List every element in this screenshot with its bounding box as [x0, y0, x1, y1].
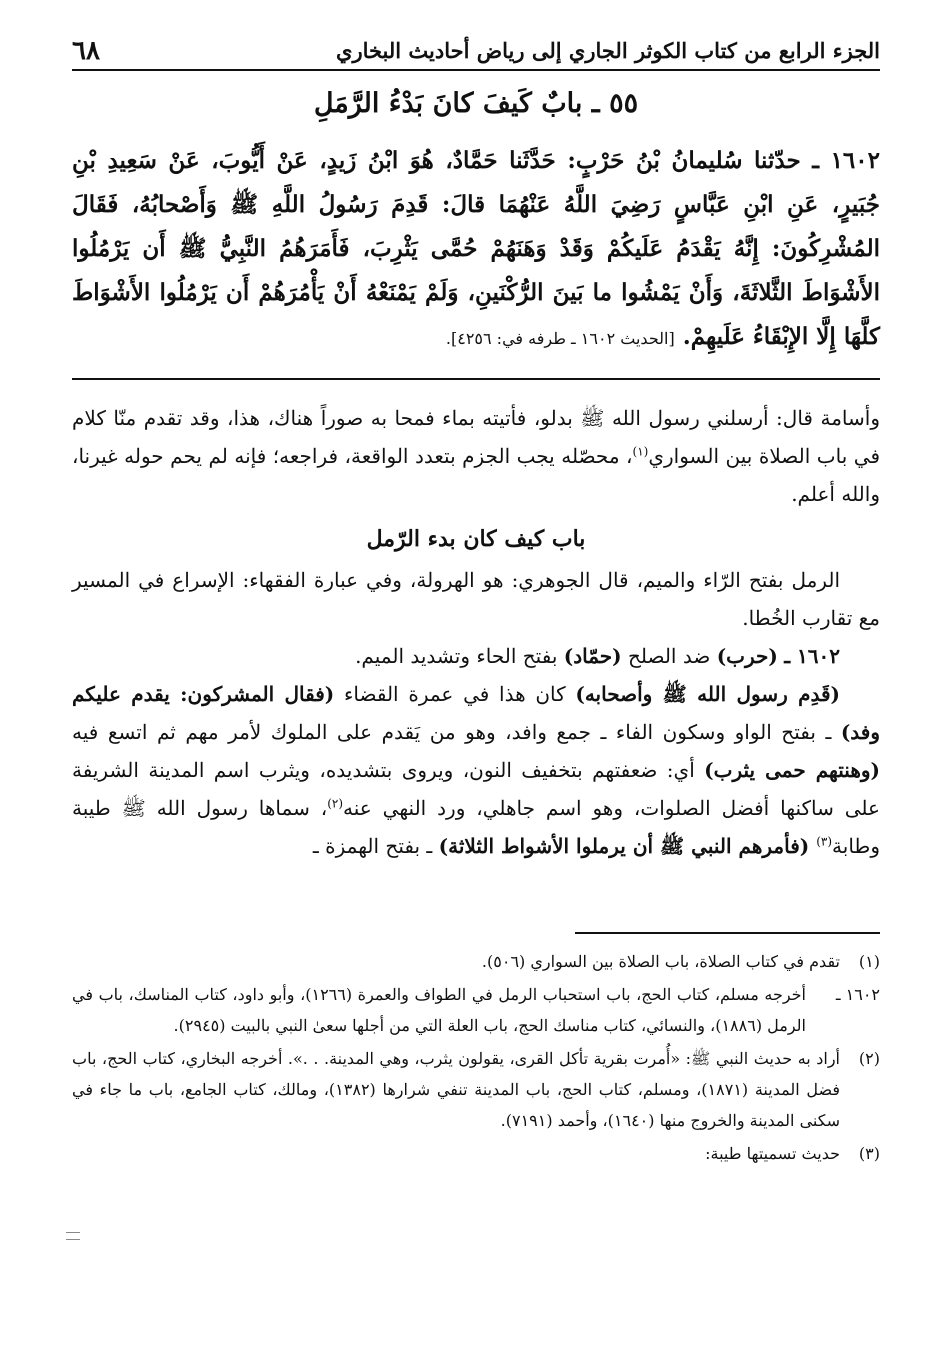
footnote-ref-2: (٢): [327, 796, 344, 811]
footnote-text: حديث تسميتها طيبة:: [705, 1144, 840, 1163]
commentary-paragraph: ١٦٠٢ ـ (حرب) ضد الصلح (حمّاد) بفتح الحاء وتشديد الميم.: [355, 644, 840, 668]
section-separator: [72, 378, 880, 380]
footnote-number: ١٦٠٢ ـ: [835, 985, 880, 1004]
footnote: [72, 1138, 880, 1169]
footnote-number: (٢): [858, 1049, 880, 1068]
footnote-ref-1: (١): [632, 444, 649, 459]
commentary-paragraph: (قَدِم رسول الله ﷺ وأصحابه) كان هذا في عمرة القضاء (فقال المشركون: يقدم عليكم وفد) ـ بفتح الواو وسكون الفاء ـ جمع وافد، وهو من يَقدم على الملوك لأمر مهم ثم اتسع فيه (وهنتهم حمى يثرب) أي: ضعفتهم بتخفيف النون، ويروى بتشديده، ويثرب اسم المدينة الشريفة على ساكنها أفضل الصلوات، وهو اسم جاهلي، ورد النهي عنه$^{(٢)}$، سماها رسول الله ﷺ طيبة وطابة$^{(٣)}$ (فأمرهم النبي ﷺ أن يرملوا الأشواط الثلاثة) ـ بفتح الهمزة ـ: [72, 682, 881, 858]
footnote-number: (٣): [858, 1144, 880, 1163]
footnote-text: أراد به حديث النبي ﷺ: «أُمرت بقرية تأكل القرى، يقولون يثرب، وهي المدينة. . .». أخرجه البخاري، كتاب الحج، باب فضل المدينة (١٨٧١)، ومسلم، كتاب الحج، باب المدينة تنفي شرارها (١٣٨٢)، ومالك، كتاب الجامع، باب ما جاء في سكنى المدينة والخروج منها (١٦٤٠)، وأحمد (٧١٩١).: [72, 1049, 841, 1130]
section-subheading: باب كيف كان بدء الرّمل: [366, 526, 586, 552]
footnote: [72, 1043, 880, 1136]
commentary-paragraph: الرمل بفتح الرّاء والميم، قال الجوهري: هو الهرولة، وفي عبارة الفقهاء: الإسراع في المسير مع تقارب الخُطا.: [72, 568, 880, 630]
footnote: [72, 979, 880, 1041]
footnote-text: أخرجه مسلم، كتاب الحج، باب استحباب الرمل في الطواف والعمرة (١٢٦٦)، وأبو داود، كتاب المناسك، باب في الرمل (١٨٨٦)، والنسائي، كتاب مناسك الحج، باب العلة التي من أجلها سعىٰ النبي بالبيت (٢٩٤٥).: [72, 985, 807, 1035]
header-rule: [72, 69, 880, 71]
footnotes: [72, 946, 880, 1171]
hadith-reference: [الحديث ١٦٠٢ ـ طرفه في: ٤٢٥٦].: [445, 329, 675, 348]
page-number: ٦٨: [72, 36, 100, 66]
footnote-ref-3: (٣): [816, 834, 833, 849]
header-title: الجزء الرابع من كتاب الكوثر الجاري إلى رياض أحاديث البخاري: [336, 38, 880, 63]
chapter-heading: ٥٥ ـ بابٌ كَيفَ كانَ بَدْءُ الرَّمَلِ: [313, 88, 639, 119]
commentary-paragraph: وأسامة قال: أرسلني رسول الله ﷺ بدلو، فأتيته بماء فمحا به صوراً هناك، هذا، وقد تقدم منّا كلام في باب الصلاة بين السواري$^{(١)}$، محصّله يجب الجزم بتعدد الواقعة، فراجعه؛ فإنه لم يحم حوله غيرنا، والله أعلم.: [72, 406, 881, 506]
footnote-number: (١): [858, 952, 880, 971]
hadith-body: حدّثنا سُليمانُ بْنُ حَرْبٍ: حَدَّثَنا حَمَّادٌ، هُوَ ابْنُ زَيدٍ، عَنْ أَيُّوبَ، عَنْ سَعِيدِ بْنِ جُبَيرٍ، عَنِ ابْنِ عَبَّاسٍ رَضِيَ اللَّهُ عَنْهُمَا قالَ: قَدِمَ رَسُولُ اللَّهِ ﷺ وَأَصْحابُهُ، فَقَالَ المُشْرِكُونَ: إِنَّهُ يَقْدَمُ عَلَيكُمْ وَقَدْ وَهَنَهُمْ حُمَّى يَثْرِبَ، فَأَمَرَهُمُ النَّبِيُّ ﷺ أَن يَرْمُلُوا الأَشْوَاطَ الثَّلاثَةَ، وَأَنْ يَمْشُوا ما بَينَ الرُّكْنَينِ، وَلَمْ يَمْنَعْهُ أَنْ يَأْمُرَهُمْ أَن يَرْمُلُوا الأَشْوَاطَ كلَّهَا إِلَّا الإِبْقَاءُ عَلَيهِمْ.: [72, 147, 880, 350]
footnote-text: تقدم في كتاب الصلاة، باب الصلاة بين السواري (٥٠٦).: [481, 952, 840, 971]
commentary: [72, 399, 880, 865]
hadith-text: [72, 139, 880, 361]
footnote-rule: [575, 932, 880, 934]
margin-mark: [66, 1232, 80, 1240]
book-page: [72, 0, 880, 1361]
running-head: [72, 28, 880, 68]
footnote: [72, 946, 880, 977]
hadith-number: ١٦٠٢ ـ: [812, 147, 880, 174]
